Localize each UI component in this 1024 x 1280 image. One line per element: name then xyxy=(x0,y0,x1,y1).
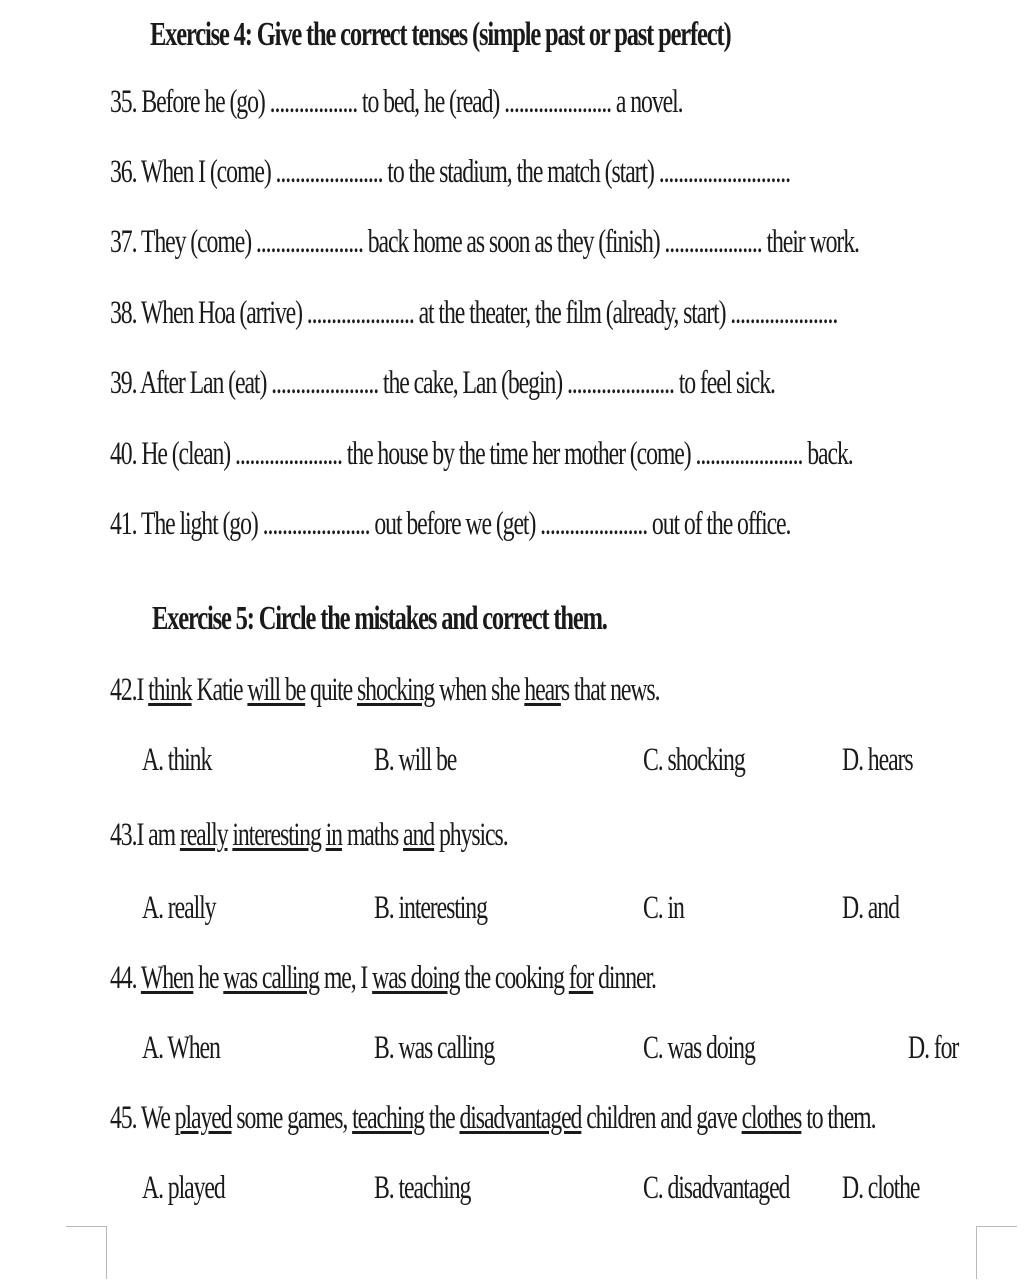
option-42-c: C. shocking xyxy=(643,742,745,778)
question-40: 40. He (clean) ...................... the house by the time her mother (come) ...................... back. xyxy=(110,436,853,472)
question-number: 45. xyxy=(110,1100,141,1136)
question-45: 45. We played some games, teaching the disadvantaged children and gave clothes to them. xyxy=(110,1100,876,1136)
question-37: 37. They (come) ...................... back home as soon as they (finish) .................... their work. xyxy=(110,224,859,260)
underlined-word: was doing xyxy=(372,960,460,996)
question-43: 43.I am really interesting in maths and physics. xyxy=(110,817,508,853)
question-38: 38. When Hoa (arrive) ...................... at the theater, the film (already, start) ...................... xyxy=(110,295,838,331)
option-45-a: A. played xyxy=(142,1170,225,1206)
question-36: 36. When I (come) ...................... to the stadium, the match (start) ........................... xyxy=(110,154,790,190)
option-44-d: D. for xyxy=(908,1030,959,1066)
option-42-d: D. hears xyxy=(842,742,913,778)
underlined-word: hear xyxy=(524,672,561,708)
question-number: 43. xyxy=(110,817,137,853)
underlined-word: When xyxy=(140,960,194,996)
page-corner-mark-left xyxy=(66,1226,107,1279)
underlined-word: in xyxy=(325,817,342,853)
option-43-d: D. and xyxy=(842,890,899,926)
underlined-word: will be xyxy=(247,672,306,708)
exercise-5-heading: Exercise 5: Circle the mistakes and correct them. xyxy=(152,600,607,637)
question-35: 35. Before he (go) .................. to bed, he (read) ...................... a novel. xyxy=(110,84,683,120)
underlined-word: interesting xyxy=(232,817,321,853)
underlined-word: played xyxy=(174,1100,232,1136)
underlined-word: shocking xyxy=(356,672,435,708)
question-44: 44. When he was calling me, I was doing the cooking for dinner. xyxy=(110,960,656,996)
option-45-d: D. clothe xyxy=(842,1170,920,1206)
underlined-word: think xyxy=(148,672,192,708)
underlined-word: clothes xyxy=(741,1100,802,1136)
option-43-a: A. really xyxy=(142,890,216,926)
underlined-word: for xyxy=(568,960,594,996)
option-44-c: C. was doing xyxy=(643,1030,755,1066)
question-number: 42. xyxy=(110,672,137,708)
option-44-b: B. was calling xyxy=(374,1030,495,1066)
exercise-4-heading: Exercise 4: Give the correct tenses (simple past or past perfect) xyxy=(150,16,731,53)
question-39: 39. After Lan (eat) ...................... the cake, Lan (begin) ...................... to feel sick. xyxy=(110,365,775,401)
option-44-a: A. When xyxy=(142,1030,220,1066)
option-42-b: B. will be xyxy=(374,742,457,778)
underlined-word: was calling xyxy=(223,960,319,996)
page-corner-mark-right xyxy=(976,1226,1017,1279)
underlined-word: and xyxy=(403,817,435,853)
option-43-c: C. in xyxy=(643,890,684,926)
option-45-c: C. disadvantaged xyxy=(643,1170,790,1206)
option-43-b: B. interesting xyxy=(374,890,487,926)
underlined-word: disadvantaged xyxy=(459,1100,582,1136)
question-number: 44. xyxy=(110,960,141,996)
underlined-word: really xyxy=(179,817,228,853)
question-42: 42.I think Katie will be quite shocking when she hears that news. xyxy=(110,672,660,708)
underlined-word: teaching xyxy=(352,1100,424,1136)
question-41: 41. The light (go) ...................... out before we (get) ...................... out of the office. xyxy=(110,506,791,542)
option-42-a: A. think xyxy=(142,742,212,778)
option-45-b: B. teaching xyxy=(374,1170,471,1206)
